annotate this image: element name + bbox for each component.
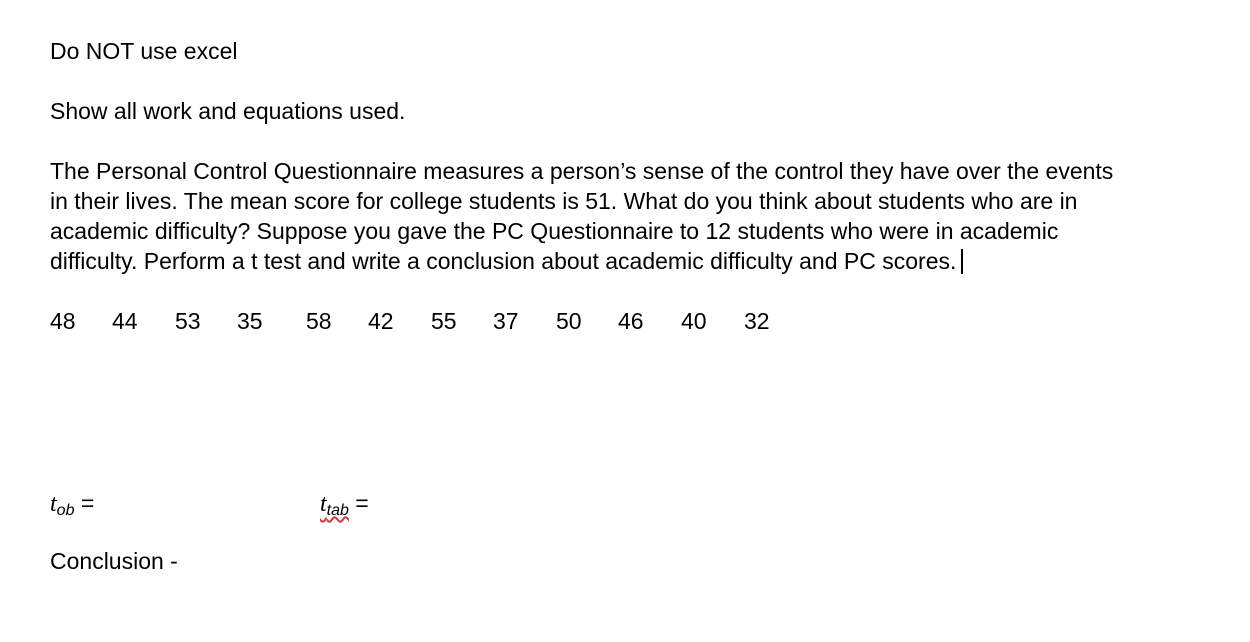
problem-line: The Personal Control Questionnaire measures a person’s sense of the control they have over the events bbox=[50, 158, 1114, 184]
t-symbol: t bbox=[320, 491, 327, 517]
t-subscript: tab bbox=[326, 502, 349, 519]
score-value: 46 bbox=[618, 308, 644, 334]
score-value: 48 bbox=[50, 308, 76, 334]
instruction-no-excel: Do NOT use excel bbox=[50, 38, 238, 64]
score-value: 55 bbox=[431, 308, 457, 334]
instruction-show-work: Show all work and equations used. bbox=[50, 98, 406, 124]
score-value: 53 bbox=[175, 308, 201, 334]
problem-line-last: difficulty. Perform a t test and write a conclusion about academic difficulty and PC scores. bbox=[50, 246, 1220, 276]
t-subscript: ob bbox=[56, 502, 75, 519]
score-value: 58 bbox=[306, 308, 332, 334]
t-table-label[interactable] bbox=[320, 488, 369, 526]
equals-sign: = bbox=[348, 490, 369, 516]
equals-sign: = bbox=[74, 490, 95, 516]
spellcheck-flagged-word bbox=[320, 490, 349, 519]
conclusion-label[interactable]: Conclusion - bbox=[50, 548, 178, 574]
score-value: 44 bbox=[112, 308, 138, 334]
score-value: 40 bbox=[681, 308, 707, 334]
score-value: 50 bbox=[556, 308, 582, 334]
text-cursor bbox=[961, 249, 963, 274]
t-symbol: t bbox=[50, 491, 57, 517]
score-value: 35 bbox=[237, 308, 263, 334]
t-observed-label[interactable] bbox=[50, 488, 94, 526]
problem-statement[interactable] bbox=[50, 156, 1220, 276]
score-value: 37 bbox=[493, 308, 519, 334]
problem-line: academic difficulty? Suppose you gave the PC Questionnaire to 12 students who were in academic bbox=[50, 218, 1059, 244]
score-value: 32 bbox=[744, 308, 770, 334]
score-value: 42 bbox=[368, 308, 394, 334]
score-list bbox=[50, 306, 770, 336]
problem-line: in their lives. The mean score for college students is 51. What do you think about students who are in bbox=[50, 188, 1078, 214]
